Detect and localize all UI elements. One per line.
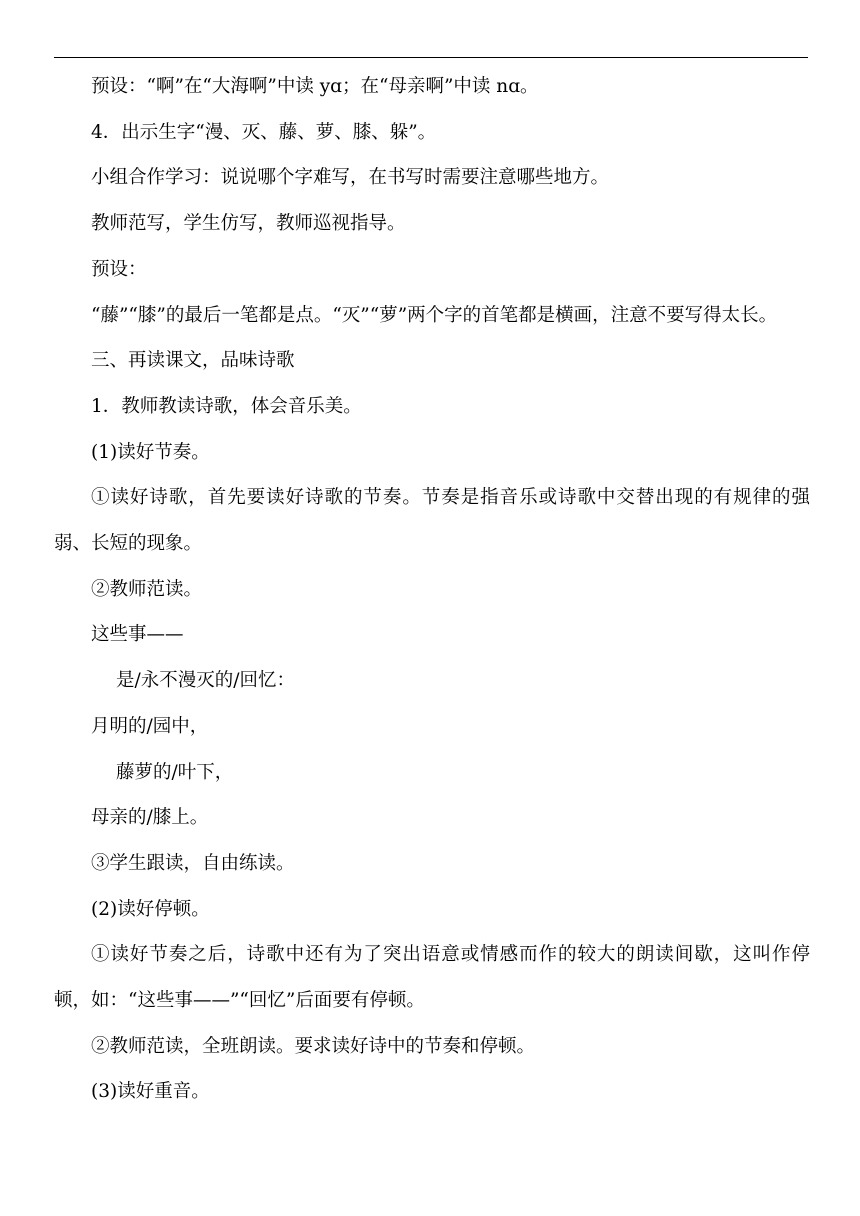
paragraph-stroke-notes: “藤”“膝”的最后一笔都是点。“灭”“萝”两个字的首笔都是横画，注意不要写得太长。 — [91, 304, 778, 326]
subheading-stress: (3)读好重音。 — [91, 1081, 210, 1103]
header-rule — [54, 57, 808, 58]
poem-line: 母亲的/膝上。 — [91, 807, 209, 829]
subheading-pause: (2)读好停顿。 — [91, 898, 210, 920]
subheading-rhythm: (1)读好节奏。 — [91, 441, 210, 463]
paragraph-teacher-model-reading: ②教师范读。 — [91, 578, 203, 600]
paragraph-class-reading: ②教师范读，全班朗读。要求读好诗中的节奏和停顿。 — [91, 1035, 536, 1057]
paragraph-group-study: 小组合作学习：说说哪个字难写，在书写时需要注意哪些地方。 — [91, 167, 610, 189]
paragraph-new-characters: 4．出示生字“漫、灭、藤、萝、膝、躲”。 — [91, 121, 437, 143]
paragraph-preset-label: 预设： — [91, 258, 147, 280]
section-heading-reread: 三、再读课文，品味诗歌 — [91, 350, 295, 372]
paragraph-rhythm-explanation: ①读好诗歌，首先要读好诗歌的节奏。节奏是指音乐或诗歌中交替出现的有规律的强弱、长短的现象。 — [54, 487, 810, 555]
paragraph-student-practice: ③学生跟读，自由练读。 — [91, 852, 295, 874]
poem-line: 是/永不漫灭的/回忆： — [116, 670, 295, 692]
paragraph-teacher-reading: 1．教师教读诗歌，体会音乐美。 — [91, 395, 362, 417]
poem-line: 这些事—— — [91, 624, 184, 646]
paragraph-preset-pronunciation: 预设：“啊”在“大海啊”中读 yɑ；在“母亲啊”中读 nɑ。 — [91, 76, 539, 97]
paragraph-teacher-demo: 教师范写，学生仿写，教师巡视指导。 — [91, 213, 406, 235]
document-body — [54, 64, 810, 1115]
poem-line: 藤萝的/叶下， — [116, 761, 234, 783]
poem-line: 月明的/园中， — [91, 715, 209, 737]
paragraph-pause-explanation: ①读好节奏之后，诗歌中还有为了突出语意或情感而作的较大的朗读间歇，这叫作停顿，如：“这些事——”“回忆”后面要有停顿。 — [54, 944, 810, 1012]
